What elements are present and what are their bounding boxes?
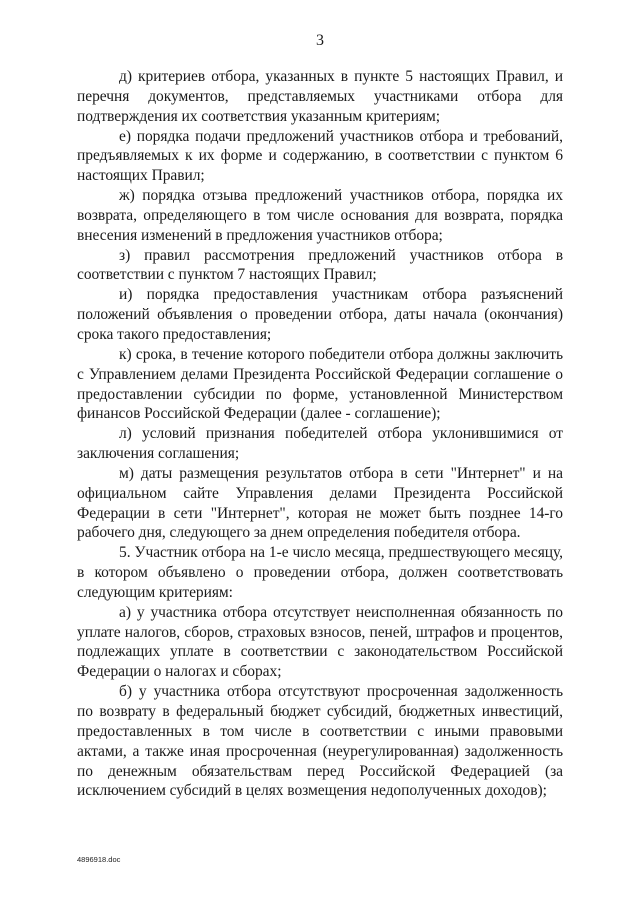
- paragraph-5: 5. Участник отбора на 1-е число месяца, предшествующего месяцу, в котором объявлено о проведении отбора, должен соответствовать следующим критериям:: [77, 544, 563, 601]
- paragraph-5b: б) у участника отбора отсутствуют просроченная задолженность по возврату в федеральный бюджет субсидий, бюджетных инвестиций, предоставленных в том числе в соответствии с иными правовыми актами, а также иная просроченная (неурегулированная) задолженность по денежным обязательствам перед Российской Федерацией (за исключением субсидий в целях возмещения недополученных доходов);: [77, 683, 563, 800]
- paragraph-5a: а) у участника отбора отсутствует неисполненная обязанность по уплате налогов, сборов, страховых взносов, пеней, штрафов и процентов, подлежащих уплате в соответствии с законодательством Российской Федерации о налогах и сборах;: [77, 603, 563, 681]
- document-footer-filename: 4896918.doc: [77, 855, 121, 864]
- document-body: [77, 67, 563, 801]
- paragraph-zh: ж) порядка отзыва предложений участников отбора, порядка их возврата, определяющего в том числе основания для возврата, порядка внесения изменений в предложения участников отбора;: [77, 187, 563, 244]
- paragraph-e: е) порядка подачи предложений участников отбора и требований, предъявляемых к их форме и содержанию, в соответствии с пунктом 6 настоящих Правил;: [77, 127, 563, 185]
- page-number: 3: [316, 32, 324, 49]
- paragraph-k: к) срока, в течение которого победители отбора должны заключить с Управлением делами Президента Российской Федерации соглашение о предоставлении субсидии по форме, установленной Министерством финансов Российской Федерации (далее - соглашение);: [77, 345, 563, 423]
- paragraph-m: м) даты размещения результатов отбора в сети "Интернет" и на официальном сайте Управления делами Президента Российской Федерации в сети "Интернет", которая не может быть позднее 14-го рабочего дня, следующего за днем определения победителя отбора.: [77, 464, 563, 542]
- paragraph-d: д) критериев отбора, указанных в пункте 5 настоящих Правил, и перечня документов, представляемых участниками отбора для подтверждения их соответствия указанным критериям;: [77, 68, 563, 125]
- paragraph-z: з) правил рассмотрения предложений участников отбора в соответствии с пунктом 7 настоящих Правил;: [77, 246, 563, 284]
- paragraph-l: л) условий признания победителей отбора уклонившимися от заключения соглашения;: [77, 425, 563, 463]
- paragraph-i: и) порядка предоставления участникам отбора разъяснений положений объявления о проведении отбора, даты начала (окончания) срока такого предоставления;: [77, 286, 563, 343]
